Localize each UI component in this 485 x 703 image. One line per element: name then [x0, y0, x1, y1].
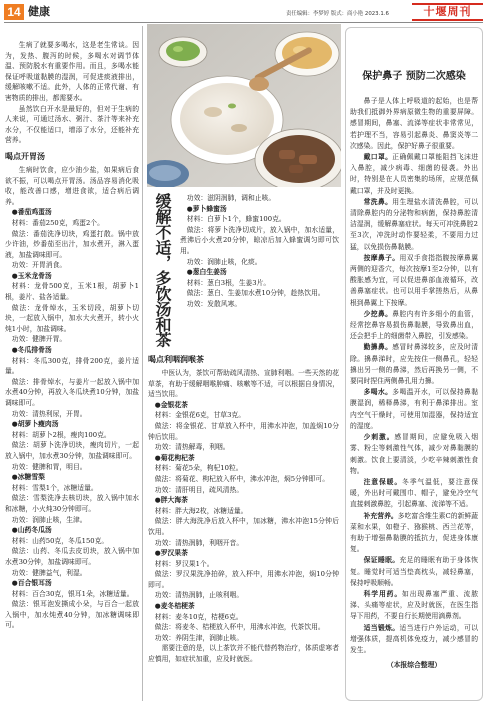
paragraph-body: 多吃富含维生素C的新鲜蔬菜和水果，如橙子、猕猴桃、西兰花等，有助于增强鼻黏膜的抵抗力，促进身体康复。: [350, 511, 478, 554]
soup-photo-graphic: [147, 24, 341, 187]
body-paragraph: 鼻子是人体上呼吸道的起始，也是帮助我们抵御外界病原微生物的重要屏障。感冒期间，鼻塞、流涕等症状非常常见，若护理不当，容易引起鼻炎、鼻窦炎等二次感染。因此，保护好鼻子很重要。: [350, 97, 478, 150]
recipe-title: ●萝卜蜂蜜汤: [186, 204, 227, 213]
middle-lower-column: [148, 349, 339, 701]
recipe-detail: 材料：百合30克，银耳1朵，冰糖适量。: [11, 589, 134, 598]
body-paragraph: 需要注意的是，以上茶饮并不能代替药物治疗，体质虚寒者应慎用，如症状加重，应及时就医。: [148, 644, 339, 664]
paragraph-lead: 补充营养。: [363, 511, 398, 520]
recipe-detail: 材料：龙骨500克，玉米1根，胡萝卜1根，姜片、盐各适量。: [5, 282, 139, 302]
recipe-detail: 功效：滋阴润肺，调和止咳。: [186, 194, 276, 202]
paragraph-body: 感冒时鼻涕较多，应及时清除。擤鼻涕时，应先按住一侧鼻孔，轻轻擤出另一侧的鼻涕，然后再换另一侧，不要同时捏住两侧鼻孔用力擤。: [350, 343, 478, 386]
recipe-detail: 功效：清肝明目，疏风清热。: [154, 485, 244, 494]
sidebar-paragraphs: [350, 96, 478, 656]
recipe-title: ●番茄鸡蛋汤: [11, 208, 52, 217]
recipe-title: ●胖大海茶: [154, 496, 188, 505]
recipe-detail: 做法：将菊花、枸杞放入杯中，沸水冲泡，焖5分钟即可。: [154, 474, 330, 483]
paragraph-body: 适当进行户外运动，可以增强体质，提高机体免疫力，减少感冒的发生。: [350, 623, 478, 654]
recipe-detail: 材料：金银花6克，甘草3克。: [154, 411, 246, 420]
recipe-detail: 材料：山药50克，冬瓜150克。: [11, 536, 109, 545]
sidebar-title: 保护鼻子 预防二次感染: [362, 71, 466, 82]
recipe-title: ●玉米龙骨汤: [11, 271, 52, 280]
recipe-detail: 做法：山药、冬瓜去皮切块，放入锅中加水煮30分钟，加盐调味即可。: [5, 547, 139, 566]
recipe-title: ●百合银耳汤: [11, 579, 52, 588]
recipe-title: ●麦冬桔梗茶: [154, 602, 195, 611]
recipe-detail: 材料：胡萝卜2根，瘦肉100克。: [11, 430, 111, 439]
recipe-title: ●罗汉果茶: [154, 549, 188, 558]
recipe-detail: 功效：发散风寒。: [186, 299, 242, 308]
header-rule: [4, 22, 483, 23]
paragraph-lead: 多喝水。: [363, 388, 393, 397]
sidebar-box: [345, 27, 483, 701]
recipe-detail: 材料：麦冬10克，桔梗6克。: [154, 612, 243, 621]
body-paragraph: [350, 152, 478, 197]
body-paragraph: [350, 623, 478, 657]
recipe-detail: 功效：清热解毒，利咽。: [154, 443, 230, 452]
recipe-detail: 做法：将金银花、甘草放入杯中，用沸水冲泡，加盖焖10分钟后饮用。: [148, 421, 339, 441]
recipe-title: ●菊花枸杞茶: [154, 453, 195, 462]
paragraph-lead: 常洗鼻。: [363, 197, 393, 206]
soup-photo: [147, 24, 341, 187]
recipe-detail: 功效：润肺止咳，生津。: [11, 515, 87, 524]
body-paragraph: [350, 589, 478, 623]
recipe-detail: 功效：养阴生津，润肺止咳。: [154, 633, 244, 642]
body-paragraph: [350, 432, 478, 477]
section-heading: 喝点开胃汤: [5, 151, 45, 161]
paragraph-lead: 注意保暖。: [363, 477, 403, 486]
recipe-detail: 材料：雪梨1个，冰糖适量。: [11, 483, 98, 492]
source-note: （本报综合整理）: [386, 661, 442, 670]
recipe-detail: 材料：白萝卜1个，蜂蜜100克。: [186, 215, 286, 224]
recipe-title: ●冰糖雪梨: [11, 473, 45, 482]
recipe-title: ●冬瓜排骨汤: [11, 346, 52, 355]
paragraph-lead: 适当锻炼。: [363, 623, 400, 632]
recipe-detail: 做法：胖大海洗净后放入杯中，加冰糖，沸水冲泡15分钟后饮用。: [148, 517, 339, 536]
column-divider-left: [142, 26, 143, 701]
recipe-title: ●胡萝卜瘦肉汤: [11, 420, 59, 429]
page-number: 14: [4, 4, 24, 20]
paragraph-lead: 勤擤鼻。: [363, 343, 393, 352]
recipe-title: ●葱白生姜汤: [186, 268, 227, 277]
recipe-detail: 做法：雪梨洗净去核切块，放入锅中加水和冰糖，小火炖30分钟即可。: [5, 494, 139, 513]
recipe-detail: 功效：健脾开胃。: [11, 335, 67, 344]
body-paragraph: [350, 477, 478, 511]
article-title: 缓解不适，多饮汤和茶: [153, 193, 172, 348]
recipe-detail: 做法：葱白、生姜加水煮10分钟，趁热饮用。: [186, 289, 325, 298]
recipe-detail: 做法：将萝卜洗净切成片，放入锅中，加水适量，煮沸后小火煮20分钟，晾凉后加入蜂蜜调匀即可饮用。: [180, 225, 339, 255]
section-name: 健康: [28, 5, 50, 18]
recipe-detail: 功效：清热利尿，开胃。: [11, 409, 87, 418]
recipe-detail: 材料：冬瓜300克，排骨200克，姜片适量。: [5, 356, 139, 376]
recipe-detail: 做法：将麦冬、桔梗放入杯中，用沸水冲泡，代茶饮用。: [154, 623, 325, 632]
recipe-detail: 功效：健脾益气，利湿。: [11, 568, 87, 577]
body-paragraph: [350, 253, 478, 309]
paragraph-lead: 少挖鼻。: [363, 309, 393, 318]
recipe-detail: 功效：清热润肺，止咳利咽。: [154, 591, 244, 600]
body-paragraph: [350, 511, 478, 556]
sidebar-text: [350, 96, 478, 694]
recipe-detail: 材料：罗汉果1个。: [154, 559, 214, 568]
paragraph-body: 正确佩戴口罩能阻挡飞沫进入鼻腔，减少病毒、细菌的侵袭。外出时，特别是在人员密集的场所，应规范佩戴口罩，并及时更换。: [350, 153, 478, 195]
paragraph-lead: 按摩鼻子。: [363, 253, 400, 262]
recipe-detail: 做法：银耳泡发撕成小朵，与百合一起放入锅中，加水炖煮40分钟，加冰糖调味即可。: [5, 600, 139, 630]
paragraph-body: 用生理盐水清洗鼻腔，可以清除鼻腔内的分泌物和病菌，保持鼻腔清洁湿润，缓解鼻塞症状。每天可冲洗鼻腔2至3次，冲洗时动作要轻柔，不要用力过猛，以免损伤鼻黏膜。: [350, 197, 478, 251]
paragraph-lead: 科学用药。: [363, 589, 403, 598]
middle-upper-column: [180, 193, 339, 343]
body-paragraph: [350, 197, 478, 253]
scallion-bowl: [159, 37, 207, 67]
recipe-detail: 功效：开胃消食。: [11, 261, 67, 270]
body-paragraph: 中医认为，茶饮可帮助疏风清热、宣肺利咽。一些天然的花草茶，有助于缓解咽喉肿痛、咳嗽等不适，可以根据自身情况，适当饮用。: [148, 369, 339, 399]
paragraph-body: 充足的睡眠有助于身体恢复。睡觉时可适当垫高枕头，减轻鼻塞，保持呼吸顺畅。: [350, 556, 478, 587]
recipe-detail: 材料：葱白3根，生姜3片。: [186, 278, 271, 287]
paragraph-body: 感冒期间，应避免吸入烟雾、粉尘等刺激性气体，减少对鼻黏膜的刺激。饮食上要清淡，少吃辛辣刺激性食物。: [350, 433, 478, 475]
recipe-title: ●山药冬瓜汤: [11, 526, 52, 535]
left-column: [5, 40, 139, 700]
recipe-title: ●金银花茶: [154, 400, 188, 409]
paragraph-lead: 少刺激。: [363, 433, 395, 442]
rib-soup-bowl: [255, 129, 341, 187]
body-paragraph: 生病了就要多喝水，这是老生常谈。因为，发热、腹泻的时候，多喝水对调节体温、预防脱水有重要作用。而且，多喝水能保证呼吸道黏膜的湿润，可促进痰液排出，缓解咳嗽不适。此外，人体的正常代谢、有害物质的排出，都需要水。: [5, 41, 139, 102]
paragraph-body: 用双手食指指腹按摩鼻翼两侧的迎香穴，每次按摩1至2分钟，以有酸胀感为宜，可以促进鼻部血液循环，改善鼻塞症状。也可以用手掌搓热后，从鼻根到鼻翼上下按摩。: [350, 253, 478, 307]
paragraph-lead: 保证睡眠。: [363, 556, 400, 565]
recipe-detail: 材料：番茄250克，鸡蛋2个。: [11, 218, 104, 227]
editor-credits: 责任编辑：李梦婷 版式：商小艳 2023.1.6: [286, 11, 389, 17]
recipe-detail: 做法：龙骨焯水，玉米切段，胡萝卜切块，一起放入锅中，加水大火煮开，转小火炖1小时，加盐调味。: [5, 303, 139, 333]
paragraph-lead: 戴口罩。: [363, 153, 393, 162]
body-paragraph: [350, 342, 478, 387]
body-paragraph: [350, 555, 478, 589]
paragraph-body: 多喝温开水，可以保持鼻黏膜湿润，稀释鼻涕，有利于鼻涕排出。室内空气干燥时，可使用加湿器，保持适宜的湿度。: [350, 388, 478, 430]
paragraph-body: 冬季气温低，要注意保暖，外出时可戴围巾、帽子，避免冷空气直接刺激鼻腔，引起鼻塞、流涕等不适。: [350, 477, 478, 509]
recipe-detail: 功效：清热润肺，利咽开音。: [154, 538, 244, 547]
recipe-detail: 做法：罗汉果洗净拍碎，放入杯中，用沸水冲泡，焖10分钟即可。: [148, 570, 339, 589]
recipe-detail: 功效：润肺止咳，化痰。: [186, 257, 262, 266]
paragraph-body: 如出现鼻塞严重、流脓涕、头痛等症状，应及时就医，在医生指导下用药，不要自行长期使用滴鼻剂。: [350, 589, 478, 621]
recipe-detail: 功效：健脾和胃，明目。: [11, 462, 87, 471]
recipe-detail: 材料：胖大海2枚，冰糖适量。: [154, 506, 248, 515]
body-paragraph: [350, 387, 478, 432]
section-heading: 喝点利咽润喉茶: [148, 355, 204, 364]
recipe-detail: 做法：排骨焯水，与姜片一起放入锅中加水煮40分钟，再放入冬瓜块煮10分钟，加盐调味即可。: [5, 377, 139, 407]
recipe-detail: 做法：胡萝卜洗净切块，瘦肉切片，一起放入锅中，加水煮30分钟，加盐调味即可。: [5, 441, 139, 460]
recipe-detail: 做法：番茄洗净切块，鸡蛋打散。锅中放少许油，炒番茄至出汁，加水煮开，淋入蛋液，加盐调味即可。: [5, 229, 139, 259]
body-paragraph: 虽然饮白开水是最好的，但对于生病的人来说，可通过汤水、粥汁、茶汁等来补充水分，不仅能适口，增添了水分，还能补充营养。: [5, 104, 139, 145]
recipe-detail: 材料：菊花5朵，枸杞10粒。: [154, 464, 243, 473]
body-paragraph: [350, 309, 478, 343]
paragraph-body: 鼻腔内有许多细小的血管，经常挖鼻容易损伤鼻黏膜，导致鼻出血，还会把手上的细菌带入鼻腔，引发感染。: [350, 309, 478, 341]
body-paragraph: 生病时饮食，应少油少盐，如果病后食欲不振，可以喝点开胃汤。汤品容易消化吸收，能改善口感，增进食欲，适合病后调养。: [5, 165, 139, 206]
newspaper-logo: 十堰周刊: [412, 3, 483, 21]
